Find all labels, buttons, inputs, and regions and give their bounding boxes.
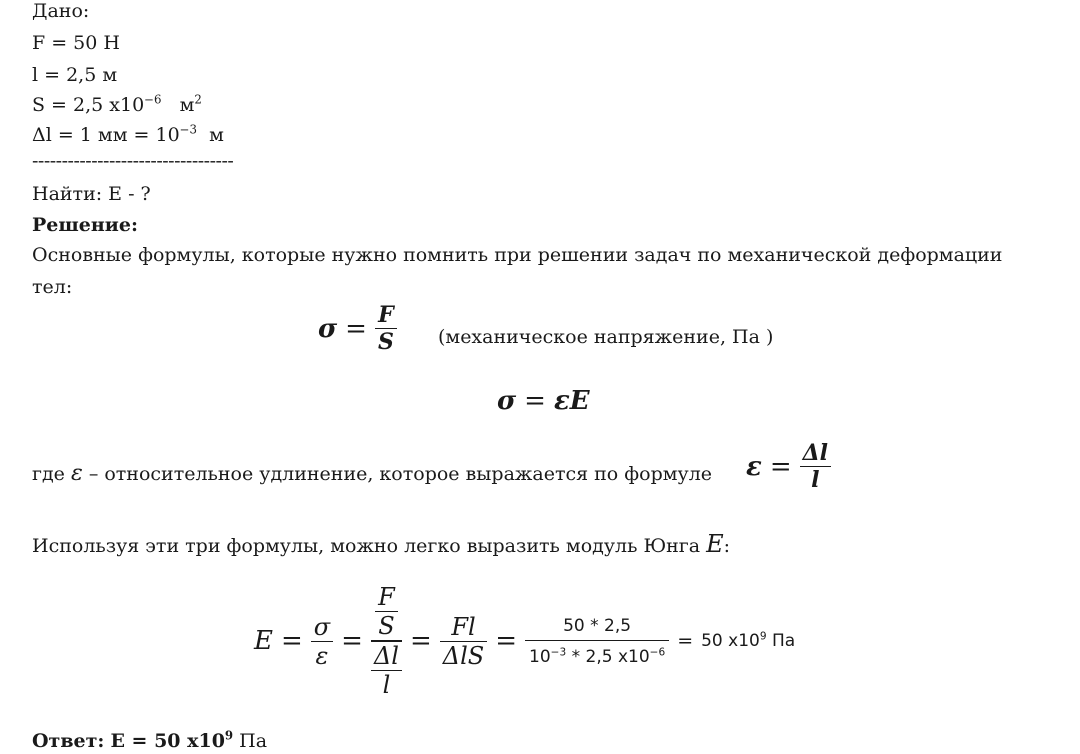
area-exponent: −6 (144, 92, 162, 107)
find-line: Найти: E - ? (32, 183, 151, 205)
strain-times-modulus: εE (553, 386, 590, 416)
intro-text: Основные формулы, которые нужно помнить при решении задач по механической деформации (32, 244, 1003, 266)
elongation-value: Δl = 1 мм = 10 (32, 124, 180, 146)
area-value: S = 2,5 x10 (32, 94, 145, 116)
fraction-denominator: l (382, 671, 391, 699)
equals-sign: = (495, 626, 518, 656)
fraction-numerator: Δl (802, 440, 829, 466)
given-heading: Дано: (32, 0, 90, 22)
equals-sign: = (345, 313, 367, 344)
equals-sign: = (409, 626, 432, 656)
answer-line (32, 730, 267, 752)
area-unit: м (179, 94, 195, 116)
given-length: l = 2,5 м (32, 64, 118, 86)
elongation-fraction (800, 440, 831, 493)
epsilon-symbol: ε (70, 461, 83, 486)
fraction-numerator: F (378, 302, 394, 328)
answer-label: Ответ: (32, 730, 105, 752)
given-area (32, 94, 202, 116)
hooke-formula (497, 386, 590, 416)
fraction-numerator: σ (313, 612, 331, 641)
answer-value: E = 50 x10 (110, 730, 225, 752)
result-number: 50 x10 (701, 631, 760, 651)
numeric-fraction (525, 616, 669, 667)
answer-unit: Па (239, 730, 268, 752)
den-area-exp: −6 (649, 645, 666, 658)
compound-fraction (371, 583, 402, 699)
den-area-value: * 2,5 x10 (566, 646, 650, 667)
numeric-denominator (525, 641, 669, 667)
equals-sign: = (341, 626, 363, 656)
intro-text-continued: тел: (32, 276, 73, 298)
where-word: где (32, 463, 65, 485)
compound-denominator (371, 642, 402, 699)
young-modulus-symbol: E (706, 530, 724, 558)
modulus-lhs: E (254, 626, 273, 656)
strain-definition-text (32, 461, 712, 486)
given-force: F = 50 Н (32, 32, 120, 54)
numeric-numerator: 50 * 2,5 (563, 615, 632, 636)
solution-heading: Решение: (32, 214, 138, 236)
stress-note: (механическое напряжение, Па ) (438, 326, 774, 348)
using-text (32, 530, 730, 558)
fraction-denominator: ΔlS (442, 641, 485, 670)
young-modulus-derivation (254, 578, 795, 704)
elongation-unit: м (209, 124, 224, 146)
equals-sign: = (524, 386, 546, 416)
fraction-numerator: Δl (373, 642, 399, 670)
sigma-symbol: σ (497, 386, 517, 416)
den-power-base: 10 (529, 646, 551, 667)
fraction-denominator: S (377, 329, 394, 355)
result-value (701, 631, 795, 651)
simplified-fraction (440, 613, 487, 670)
elongation-exponent: −3 (179, 122, 198, 137)
strain-formula (746, 440, 831, 493)
strain-description: – относительное удлинение, которое выражается по формуле (88, 463, 713, 485)
fraction-numerator: F (378, 583, 395, 611)
separator-line: ---------------------------------- (32, 150, 234, 172)
stress-over-strain-fraction (311, 613, 333, 670)
den-power-exp: −3 (550, 645, 567, 658)
equals-sign: = (280, 626, 303, 656)
answer-exponent: 9 (224, 728, 234, 743)
compound-numerator (375, 583, 398, 640)
fraction-denominator: ε (315, 641, 329, 670)
using-description: Используя эти три формулы, можно легко выразить модуль Юнга (32, 535, 701, 557)
given-elongation (32, 124, 224, 146)
force-over-area-fraction (375, 302, 397, 355)
sigma-symbol: σ (318, 313, 338, 344)
fraction-denominator: l (811, 467, 820, 493)
equals-sign: = (769, 451, 792, 482)
fraction-numerator: Fl (451, 612, 476, 641)
colon: : (723, 535, 731, 557)
result-exponent: 9 (759, 630, 767, 643)
stress-formula (318, 302, 397, 355)
equals-sign: = (677, 630, 694, 652)
epsilon-symbol: ε (746, 451, 762, 482)
result-unit: Па (771, 631, 796, 651)
area-unit-exponent: 2 (194, 92, 202, 107)
fraction-denominator: S (378, 612, 395, 640)
